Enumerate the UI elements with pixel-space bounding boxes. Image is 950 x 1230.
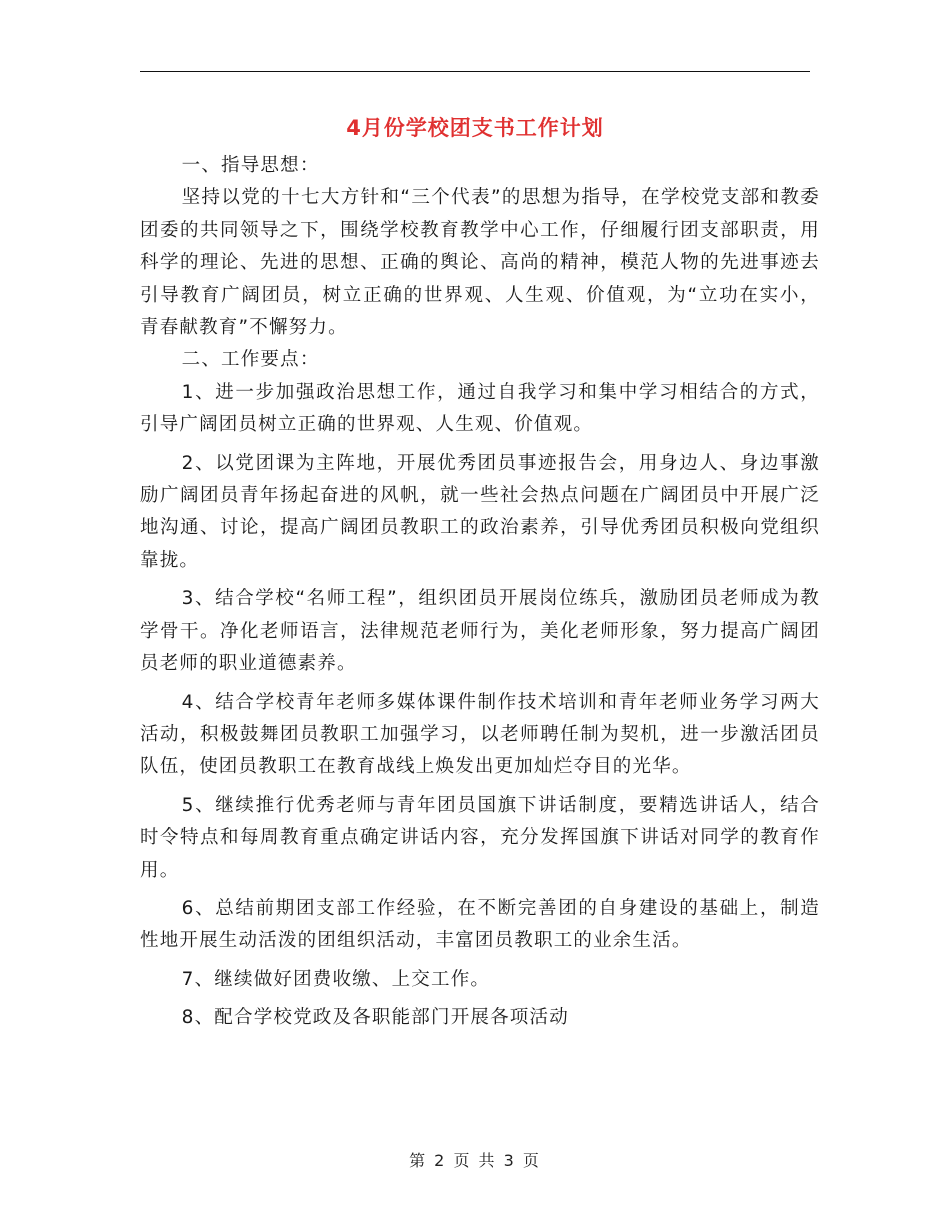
section-body-guiding-thought: 坚持以党的十七大方针和“三个代表”的思想为指导，在学校党支部和教委团委的共同领导之下，围绕学校教育教学中心工作，仔细履行团支部职责，用科学的理论、先进的思想、正确的舆论、高尚的精神，模范人物的先进事迹去引导教育广阔团员，树立正确的世界观、人生观、价值观，为“立功在实小，青春献教育”不懈努力。 (140, 187, 820, 339)
section-heading-work-points: 二、工作要点： (181, 349, 320, 371)
header-rule (140, 71, 810, 72)
page-number-footer: 第 2 页 共 3 页 (409, 1151, 541, 1170)
work-point-item: 8、配合学校党政及各职能部门开展各项活动 (181, 1007, 569, 1029)
section-heading-guiding-thought: 一、指导思想： (181, 155, 320, 176)
document-body (140, 150, 820, 1035)
work-point-item: 3、结合学校“名师工程”，组织团员开展岗位练兵，激励团员老师成为教学骨干。净化老师语言，法律规范老师行为，美化老师形象，努力提高广阔团员老师的职业道德素养。 (140, 588, 820, 675)
document-title: 4月份学校团支书工作计划 (346, 116, 604, 140)
work-point-item: 7、继续做好团费收缴、上交工作。 (181, 968, 491, 990)
work-point-item: 5、继续推行优秀老师与青年团员国旗下讲话制度，要精选讲话人，结合时令特点和每周教育重点确定讲话内容，充分发挥国旗下讲话对同学的教育作用。 (140, 794, 820, 881)
work-point-item: 4、结合学校青年老师多媒体课件制作技术培训和青年老师业务学习两大活动，积极鼓舞团员教职工加强学习，以老师聘任制为契机，进一步激活团员队伍，使团员教职工在教育战线上焕发出更加灿烂夺目的光华。 (140, 691, 820, 778)
work-point-item: 1、进一步加强政治思想工作，通过自我学习和集中学习相结合的方式，引导广阔团员树立正确的世界观、人生观、价值观。 (140, 381, 820, 436)
work-point-item: 2、以党团课为主阵地，开展优秀团员事迹报告会，用身边人、身边事激励广阔团员青年扬起奋进的风帆，就一些社会热点问题在广阔团员中开展广泛地沟通、讨论，提高广阔团员教职工的政治素养，引导优秀团员积极向党组织靠拢。 (140, 452, 820, 571)
work-point-item: 6、总结前期团支部工作经验，在不断完善团的自身建设的基础上，制造性地开展生动活泼的团组织活动，丰富团员教职工的业余生活。 (140, 897, 820, 952)
